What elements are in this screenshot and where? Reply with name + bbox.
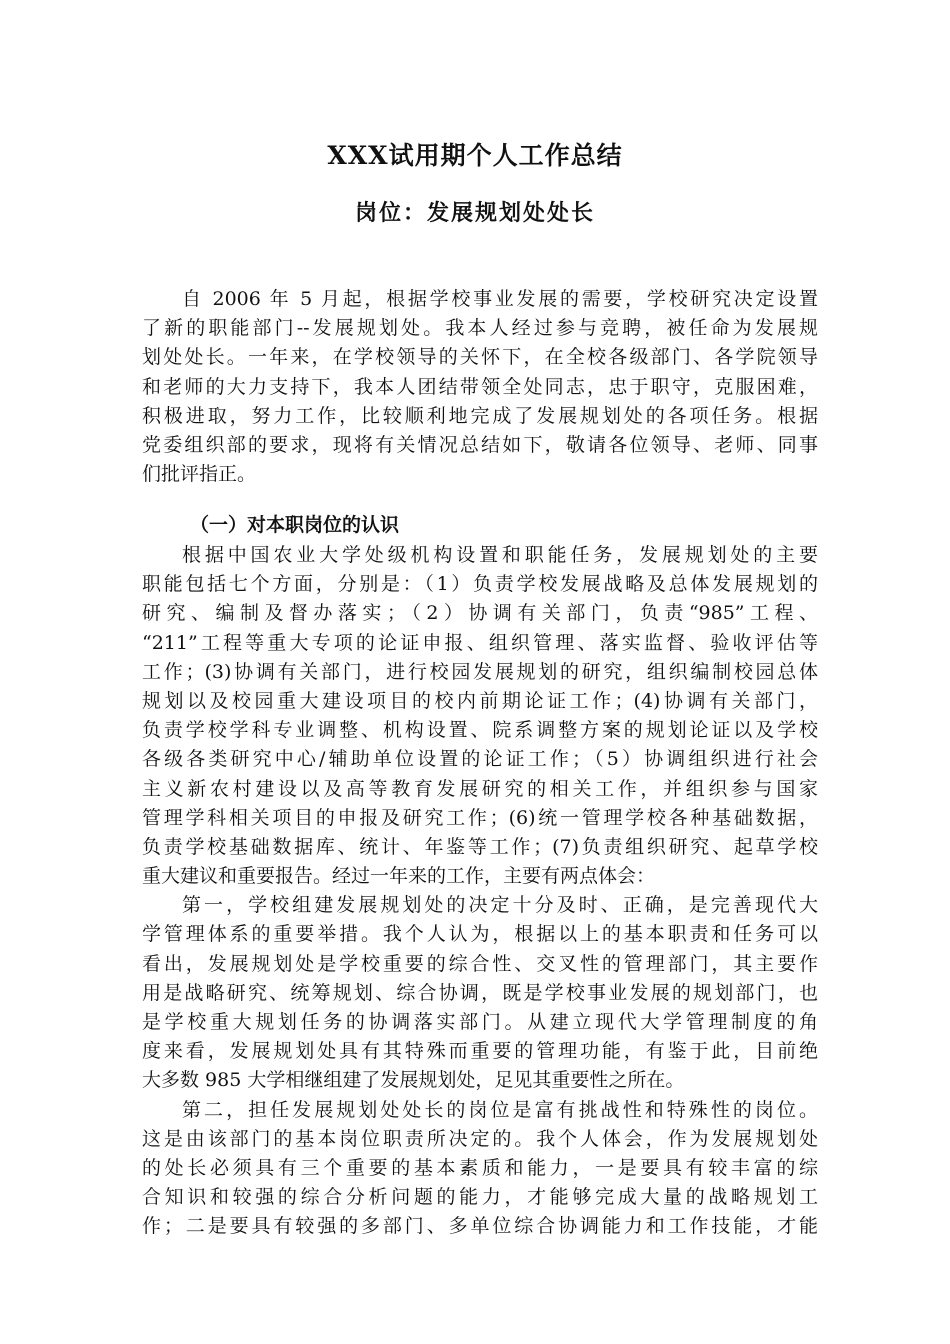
paragraph-line: 看出，发展规划处是学校重要的综合性、交叉性的管理部门，其主要作 [142, 952, 818, 975]
intro-paragraph [142, 285, 818, 489]
paragraph-line: 这是由该部门的基本岗位职责所决定的。我个人体会，作为发展规划处 [142, 1127, 818, 1150]
paragraph-line: 度来看，发展规划处具有其特殊而重要的管理功能，有鉴于此，目前绝 [142, 1040, 818, 1063]
paragraph-line: 党委组织部的要求，现将有关情况总结如下，敬请各位领导、老师、同事 [142, 433, 818, 456]
paragraph-line: 管理学科相关项目的申报及研究工作；(6)统一管理学校各种基础数据， [142, 806, 818, 829]
paragraph-line: 负责学校基础数据库、统计、年鉴等工作；(7)负责组织研究、起草学校 [142, 835, 818, 858]
paragraph-line: 第一，学校组建发展规划处的决定十分及时、正确，是完善现代大 [182, 894, 818, 917]
paragraph-line: 自 2006 年 5 月起，根据学校事业发展的需要，学校研究决定设置 [182, 288, 818, 310]
paragraph-line: 了新的职能部门--发展规划处。我本人经过参与竞聘，被任命为发展规 [142, 317, 818, 340]
paragraph-line: 主义新农村建设以及高等教育发展研究的相关工作，并组织参与国家 [142, 777, 818, 800]
paragraph-line: 是学校重大规划任务的协调落实部门。从建立现代大学管理制度的角 [142, 1011, 818, 1033]
section-heading: （一）对本职岗位的认识 [190, 514, 400, 536]
paragraph-line: 用是战略研究、统筹规划、综合协调，既是学校事业发展的规划部门，也 [142, 981, 818, 1004]
paragraph-line: 大多数 985 大学相继组建了发展规划处，足见其重要性之所在。 [142, 1069, 685, 1092]
paragraph-line: 划处处长。一年来，在学校领导的关怀下，在全校各级部门、各学院领导 [142, 346, 818, 369]
document-subtitle: 岗位：发展规划处处长 [354, 200, 595, 226]
paragraph-line: 合知识和较强的综合分析问题的能力，才能够完成大量的战略规划工 [142, 1186, 818, 1209]
paragraph-line: 的处长必须具有三个重要的基本素质和能力，一是要具有较丰富的综 [142, 1156, 818, 1179]
paragraph-line: 学管理体系的重要举措。我个人认为，根据以上的基本职责和任务可以 [142, 923, 818, 946]
paragraph-line: 职能包括七个方面，分别是：（1）负责学校发展战略及总体发展规划的 [142, 573, 818, 596]
paragraph-line: 第二，担任发展规划处处长的岗位是富有挑战性和特殊性的岗位。 [182, 1098, 818, 1121]
paragraph-line: “211”工程等重大专项的论证申报、组织管理、落实监督、验收评估等 [142, 631, 818, 654]
paragraph-line: 规划以及校园重大建设项目的校内前期论证工作；(4)协调有关部门， [142, 689, 818, 712]
section1-paragraph [142, 541, 818, 1242]
paragraph-line: 积极进取，努力工作，比较顺利地完成了发展规划处的各项任务。根据 [142, 404, 818, 427]
paragraph-line: 研究、编制及督办落实；（2）协调有关部门，负责“985”工程、 [142, 602, 818, 625]
paragraph-line: 根据中国农业大学处级机构设置和职能任务，发展规划处的主要 [182, 544, 818, 566]
document-title: XXX试用期个人工作总结 [327, 141, 623, 170]
paragraph-line: 工作；(3)协调有关部门，进行校园发展规划的研究，组织编制校园总体 [142, 660, 818, 683]
paragraph-line: 作；二是要具有较强的多部门、多单位综合协调能力和工作技能，才能 [142, 1215, 818, 1238]
paragraph-line: 负责学校学科专业调整、机构设置、院系调整方案的规划论证以及学校 [142, 719, 818, 742]
paragraph-line: 和老师的大力支持下，我本人团结带领全处同志，忠于职守，克服困难， [142, 375, 818, 398]
paragraph-line: 们批评指正。 [142, 463, 257, 486]
paragraph-line: 重大建议和重要报告。经过一年来的工作，主要有两点体会： [142, 865, 656, 888]
paragraph-line: 各级各类研究中心/辅助单位设置的论证工作；（5）协调组织进行社会 [142, 748, 818, 771]
